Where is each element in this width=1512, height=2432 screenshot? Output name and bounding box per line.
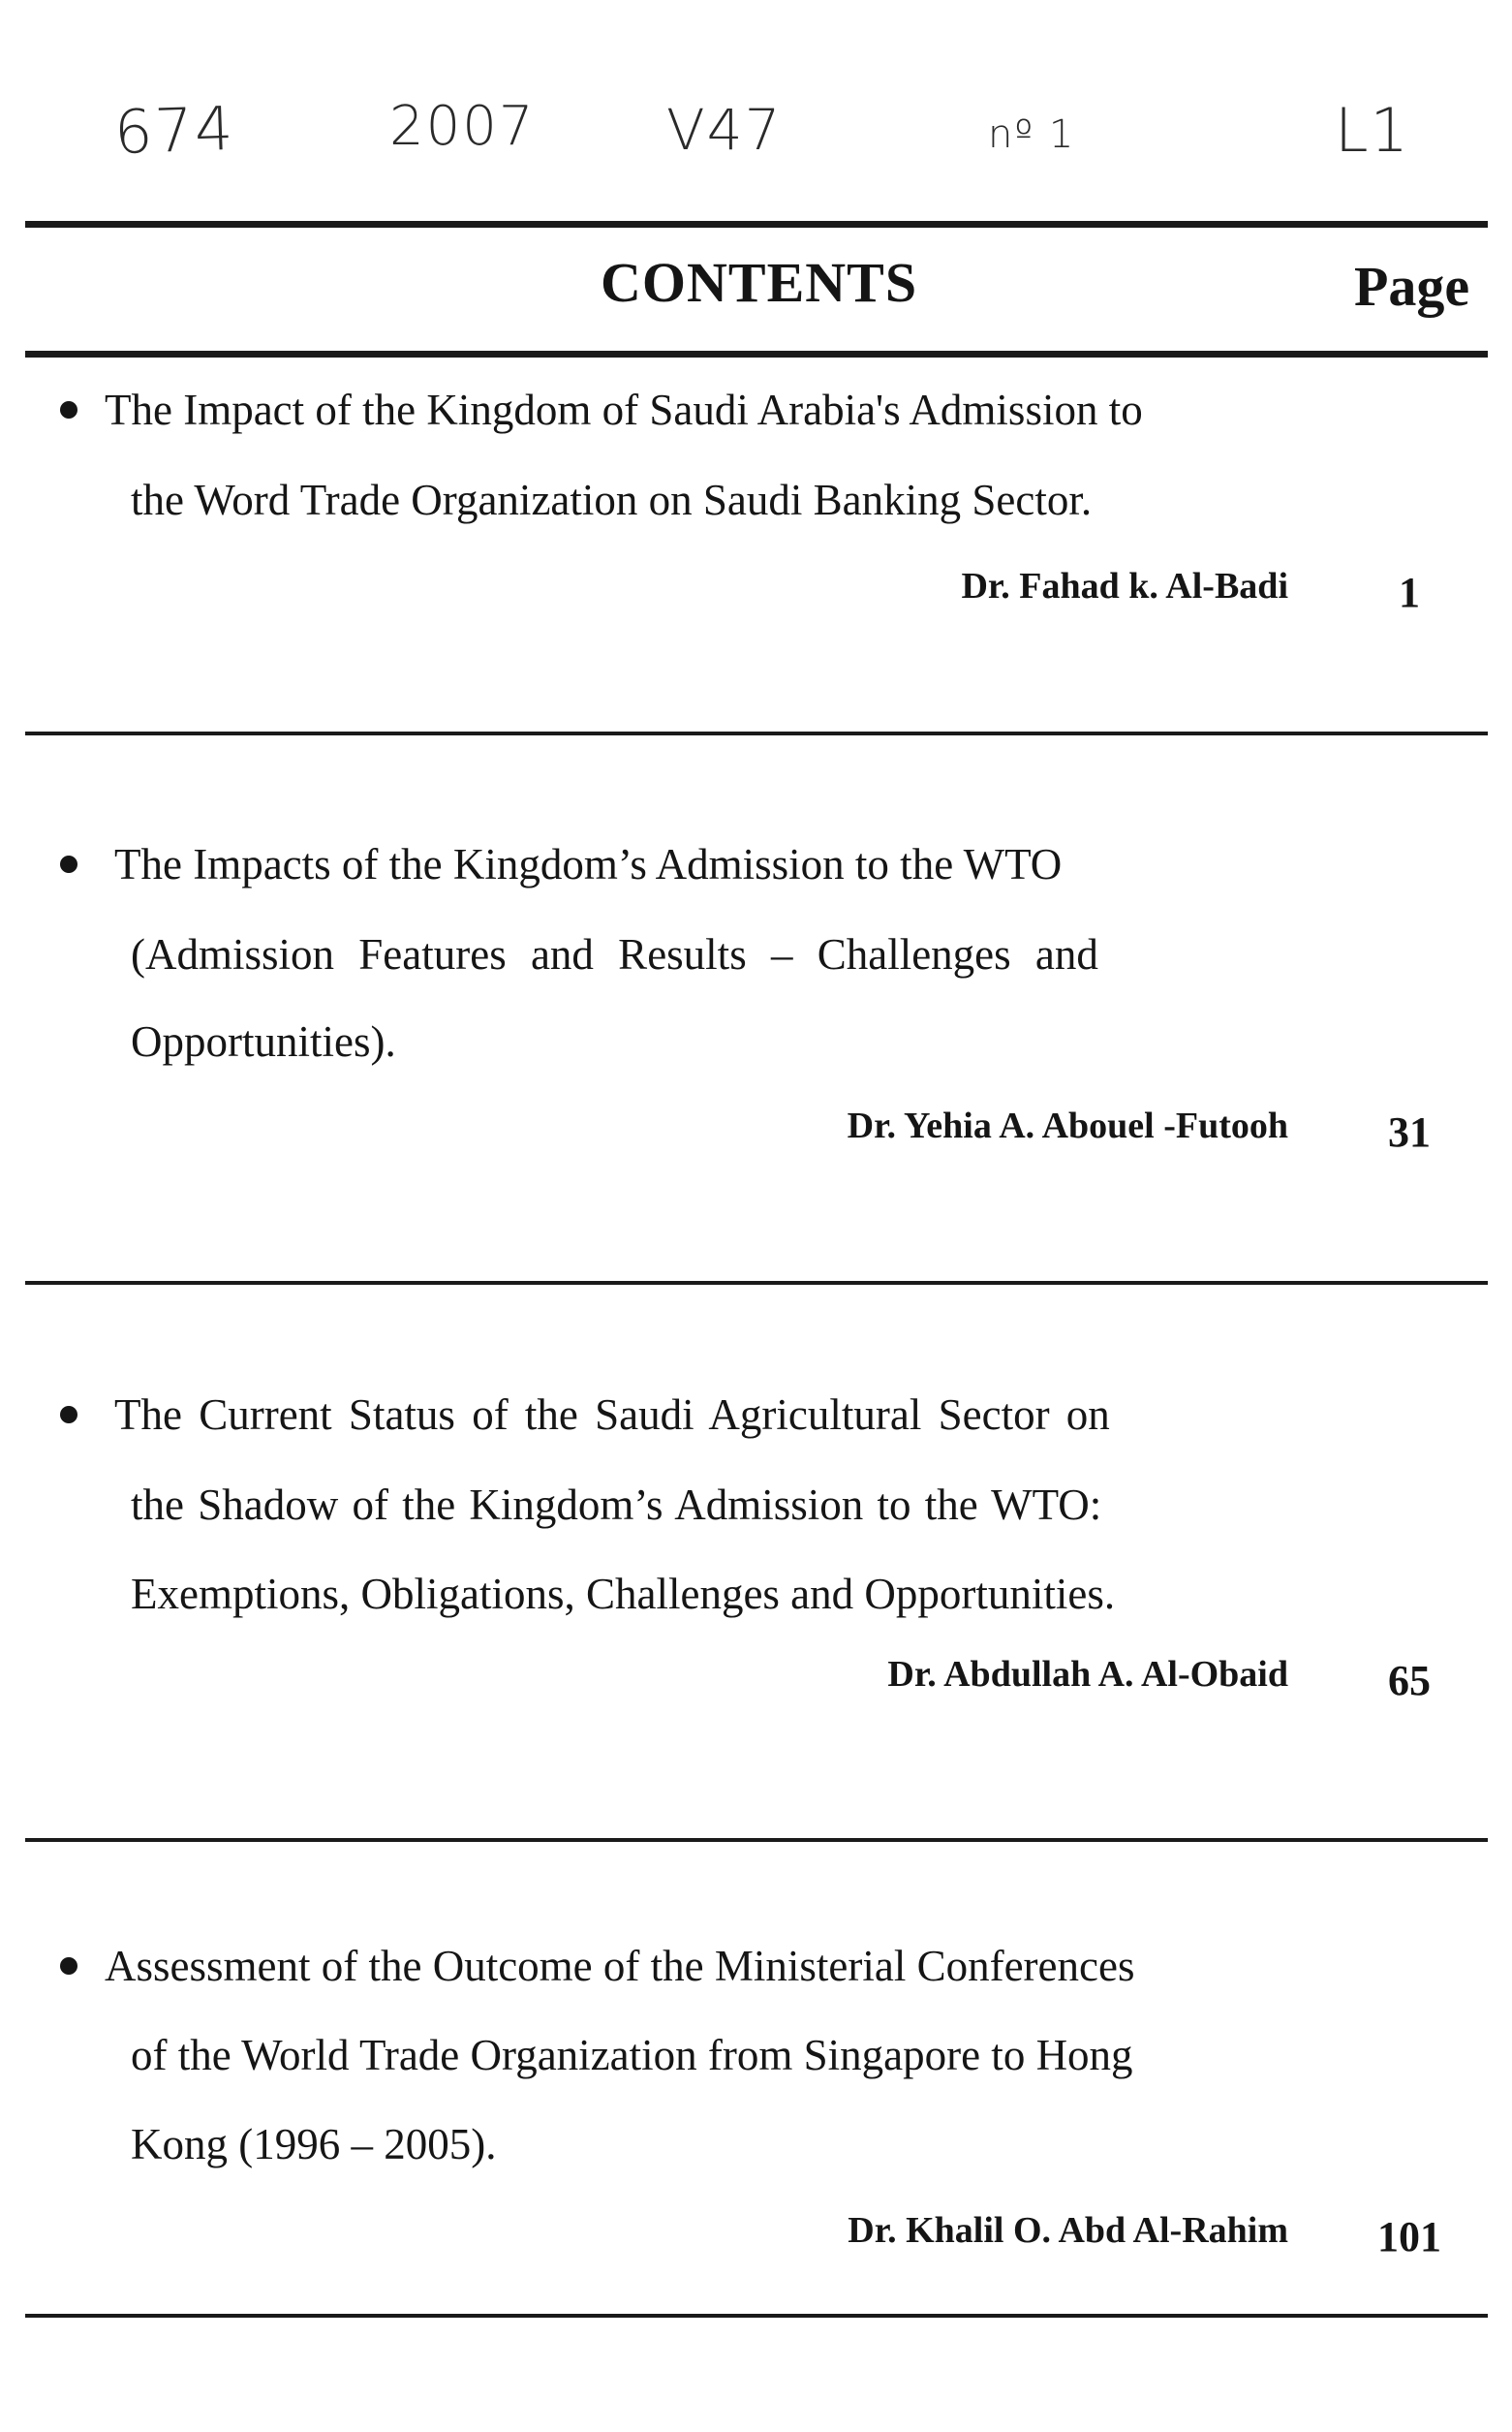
bullet-icon	[60, 856, 77, 873]
annotation-volume: V47	[666, 97, 783, 163]
entry-page-number: 1	[1399, 569, 1420, 616]
entry-title-line	[114, 837, 1288, 891]
contents-title: CONTENTS	[601, 251, 918, 314]
bullet-icon	[60, 1957, 77, 1975]
annotation-year: 2007	[389, 95, 536, 158]
entry-page-number: 31	[1388, 1108, 1431, 1156]
entry-author: Dr. Yehia A. Abouel -Futooh	[847, 1106, 1288, 1146]
bullet-icon	[60, 401, 77, 419]
entry-author: Dr. Khalil O. Abd Al-Rahim	[848, 2210, 1288, 2251]
bullet-icon	[60, 1406, 77, 1423]
entry-title-text: The Impacts of the Kingdom’s Admission to the WTO	[114, 840, 1063, 889]
entry-divider	[25, 1838, 1488, 1842]
entry-divider	[25, 732, 1488, 735]
entry-title-line: Assessment of the Outcome of the Ministerial Conferences	[105, 1942, 1135, 1990]
entry-title-line: Kong (1996 – 2005).	[131, 2120, 497, 2168]
entry-title-line: the Shadow of the Kingdom’s Admission to the WTO:	[131, 1481, 1102, 1529]
entry-title-line: The Current Status of the Saudi Agricultural Sector on	[114, 1390, 1110, 1439]
entry-page-number: 65	[1388, 1657, 1431, 1704]
handwritten-annotations	[0, 92, 1512, 192]
entry-title-line: of the World Trade Organization from Singapore to Hong	[131, 2031, 1133, 2079]
entry-page-number: 101	[1377, 2213, 1441, 2261]
annotation-location: L1	[1335, 95, 1410, 166]
entry-divider	[25, 2314, 1488, 2318]
entry-title-line: Opportunities).	[131, 1017, 396, 1066]
page-column-header: Page	[1354, 255, 1470, 318]
header-bottom-rule	[25, 351, 1488, 358]
entry-author: Dr. Abdullah A. Al-Obaid	[887, 1654, 1288, 1695]
entry-title-line: The Impact of the Kingdom of Saudi Arabia's Admission to	[105, 386, 1143, 434]
entry-divider	[25, 1281, 1488, 1285]
entry-title-line: the Word Trade Organization on Saudi Banking Sector.	[131, 476, 1093, 524]
entry-author: Dr. Fahad k. Al-Badi	[961, 566, 1288, 607]
annotation-catalog-number: 674	[112, 92, 236, 169]
entry-title-line: Exemptions, Obligations, Challenges and Opportunities.	[131, 1570, 1116, 1618]
entry-title-line: (Admission Features and Results – Challenges and	[131, 930, 1098, 979]
annotation-issue: nº 1	[988, 112, 1076, 157]
header-top-rule	[25, 221, 1488, 228]
